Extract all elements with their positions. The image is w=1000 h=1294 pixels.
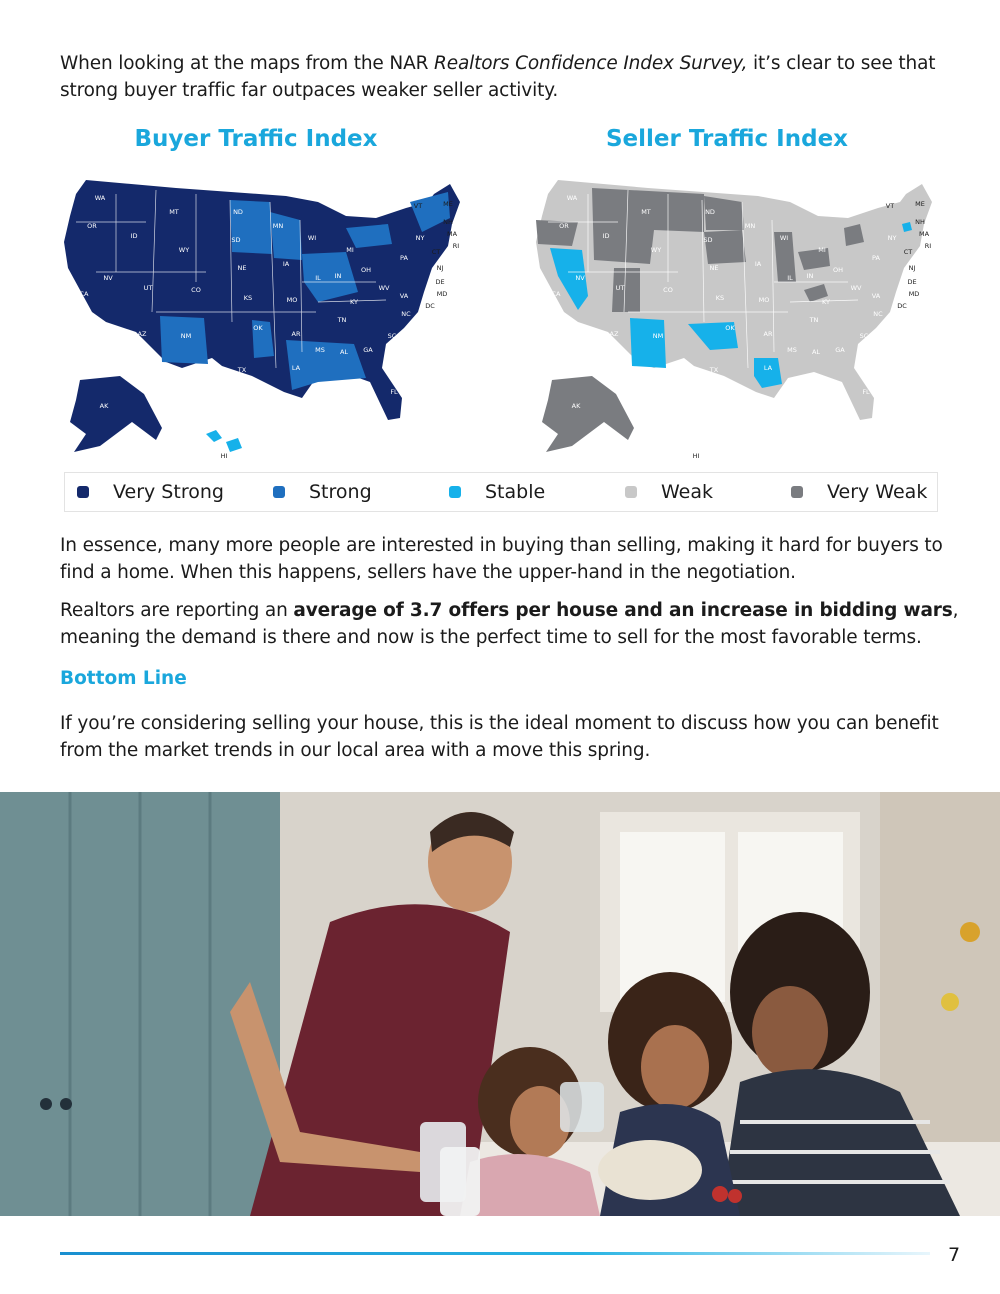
- state-label-ut: UT: [615, 284, 625, 292]
- state-label-nh: NH: [443, 218, 453, 226]
- state-label-ia: IA: [282, 260, 290, 268]
- legend-item-weak: [625, 473, 713, 511]
- state-label-fl: FL: [390, 388, 398, 396]
- state-label-ne: NE: [709, 264, 719, 272]
- state-label-ri: RI: [452, 242, 460, 250]
- state-label-hi: HI: [220, 452, 228, 460]
- state-label-il: IL: [315, 274, 321, 282]
- intro-paragraph: [60, 50, 960, 104]
- state-label-de: DE: [907, 278, 917, 286]
- state-label-nc: NC: [873, 310, 883, 318]
- state-label-nv: NV: [575, 274, 585, 282]
- state-label-sc: SC: [387, 332, 397, 340]
- state-label-nj: NJ: [908, 264, 916, 272]
- state-label-va: VA: [399, 292, 409, 300]
- state-label-vt: VT: [885, 202, 895, 210]
- state-label-ky: KY: [349, 298, 359, 306]
- legend-label: Stable: [485, 481, 546, 503]
- state-label-mn: MN: [272, 222, 284, 230]
- legend-label: Weak: [661, 481, 714, 503]
- state-label-ny: NY: [415, 234, 425, 242]
- state-label-wa: WA: [566, 194, 578, 202]
- state-label-wi: WI: [307, 234, 317, 242]
- state-label-az: AZ: [137, 330, 147, 338]
- state-label-ga: GA: [363, 346, 373, 354]
- state-label-md: MD: [436, 290, 448, 298]
- state-label-nj: NJ: [436, 264, 444, 272]
- state-label-ia: IA: [754, 260, 762, 268]
- state-label-ak: AK: [99, 402, 109, 410]
- state-label-me: ME: [443, 200, 453, 208]
- state-label-az: AZ: [609, 330, 619, 338]
- essence-paragraph: In essence, many more people are interested in buying than selling, making it hard for buyers to find a home. When this happens, sellers have the upper-hand in the negotiation.: [60, 535, 943, 583]
- state-label-nm: NM: [180, 332, 192, 340]
- state-label-id: ID: [130, 232, 138, 240]
- offers-text-pre: Realtors are reporting an: [60, 600, 294, 621]
- state-label-tn: TN: [337, 316, 347, 324]
- state-label-hi: HI: [692, 452, 700, 460]
- state-label-ky: KY: [821, 298, 831, 306]
- legend-item-stable: [449, 473, 545, 511]
- state-label-nv: NV: [103, 274, 113, 282]
- state-label-al: AL: [811, 348, 821, 356]
- state-label-wi: WI: [779, 234, 789, 242]
- seller-map-title: Seller Traffic Index: [605, 126, 849, 152]
- legend-swatch-strong: [273, 486, 285, 498]
- state-label-tx: TX: [709, 366, 719, 374]
- state-label-ca: CA: [79, 290, 89, 298]
- state-label-tx: TX: [237, 366, 247, 374]
- state-label-fl: FL: [862, 388, 870, 396]
- state-label-ok: OK: [253, 324, 263, 332]
- state-label-pa: PA: [872, 254, 880, 262]
- state-label-nd: ND: [705, 208, 715, 216]
- intro-text-pre: When looking at the maps from the NAR: [60, 53, 435, 74]
- legend-label: Very Weak: [827, 481, 928, 503]
- buyer-map-title: Buyer Traffic Index: [134, 126, 378, 152]
- stable-hawaii: [206, 430, 242, 452]
- state-label-id: ID: [602, 232, 610, 240]
- state-label-ak: AK: [571, 402, 581, 410]
- state-label-ms: MS: [315, 346, 325, 354]
- family-kitchen-photo: [0, 792, 1000, 1216]
- state-label-ma: MA: [918, 230, 930, 238]
- intro-survey-name: Realtors Confidence Index Survey,: [434, 53, 748, 74]
- offers-text-post: , meaning the demand is there and now is the perfect time to sell for the most favorable terms.: [60, 600, 959, 648]
- state-label-tn: TN: [809, 316, 819, 324]
- state-label-sc: SC: [859, 332, 869, 340]
- bottom-line-paragraph: If you’re considering selling your house, this is the ideal moment to discuss how you can benefit from the market trends in our local area with a move this spring.: [60, 713, 939, 761]
- state-label-ri: RI: [924, 242, 932, 250]
- state-label-vt: VT: [413, 202, 423, 210]
- alaska-shape: [70, 376, 162, 452]
- state-label-wy: WY: [178, 246, 190, 254]
- state-label-wa: WA: [94, 194, 106, 202]
- map-legend: [64, 472, 938, 512]
- state-label-nd: ND: [233, 208, 243, 216]
- state-label-mt: MT: [641, 208, 651, 216]
- state-label-ar: AR: [291, 330, 301, 338]
- offers-highlight: average of 3.7 offers per house and an increase in bidding wars: [293, 600, 953, 621]
- state-label-wv: WV: [850, 284, 862, 292]
- state-label-or: OR: [87, 222, 97, 230]
- state-label-ne: NE: [237, 264, 247, 272]
- state-label-la: LA: [763, 364, 773, 372]
- state-label-pa: PA: [400, 254, 408, 262]
- state-label-oh: OH: [360, 266, 372, 274]
- state-label-sd: SD: [703, 236, 713, 244]
- state-label-mi: MI: [818, 246, 826, 254]
- bottom-line-heading: Bottom Line: [60, 668, 187, 689]
- legend-label: Very Strong: [113, 481, 224, 503]
- state-label-de: DE: [435, 278, 445, 286]
- state-label-nh: NH: [915, 218, 925, 226]
- state-label-oh: OH: [832, 266, 844, 274]
- footer-rule: [60, 1252, 930, 1255]
- intro-text-post: it’s clear to see that strong buyer traffic far outpaces weaker seller activity.: [60, 53, 936, 101]
- legend-item-strong: [273, 473, 372, 511]
- state-label-sd: SD: [231, 236, 241, 244]
- state-label-in: IN: [334, 272, 342, 280]
- state-label-co: CO: [191, 286, 201, 294]
- legend-label: Strong: [309, 481, 372, 503]
- state-label-ga: GA: [835, 346, 845, 354]
- state-label-il: IL: [787, 274, 793, 282]
- state-label-in: IN: [806, 272, 814, 280]
- legend-swatch-very-weak: [791, 486, 803, 498]
- state-label-nc: NC: [401, 310, 411, 318]
- state-label-nm: NM: [652, 332, 664, 340]
- state-label-mo: MO: [758, 296, 770, 304]
- state-label-ct: CT: [431, 248, 441, 256]
- state-label-co: CO: [663, 286, 673, 294]
- legend-swatch-weak: [625, 486, 637, 498]
- state-label-dc: DC: [425, 302, 435, 310]
- legend-swatch-very-strong: [77, 486, 89, 498]
- state-label-ks: KS: [243, 294, 253, 302]
- page-number: 7: [948, 1244, 961, 1266]
- state-label-wy: WY: [650, 246, 662, 254]
- state-label-ca: CA: [551, 290, 561, 298]
- state-label-wv: WV: [378, 284, 390, 292]
- state-label-me: ME: [915, 200, 925, 208]
- seller-traffic-map: [528, 172, 948, 472]
- legend-item-very-strong: [77, 473, 224, 511]
- state-label-ms: MS: [787, 346, 797, 354]
- state-label-ny: NY: [887, 234, 897, 242]
- state-label-ct: CT: [903, 248, 913, 256]
- state-label-ok: OK: [725, 324, 735, 332]
- state-label-al: AL: [339, 348, 349, 356]
- legend-swatch-stable: [449, 486, 461, 498]
- state-label-mo: MO: [286, 296, 298, 304]
- state-label-dc: DC: [897, 302, 907, 310]
- state-label-mn: MN: [744, 222, 756, 230]
- state-label-va: VA: [871, 292, 881, 300]
- legend-item-very-weak: [791, 473, 927, 511]
- state-label-ks: KS: [715, 294, 725, 302]
- offers-paragraph: [60, 597, 960, 651]
- state-label-la: LA: [291, 364, 301, 372]
- state-label-mi: MI: [346, 246, 354, 254]
- state-label-or: OR: [559, 222, 569, 230]
- buyer-traffic-map: [56, 172, 476, 472]
- state-label-ar: AR: [763, 330, 773, 338]
- state-label-ma: MA: [446, 230, 458, 238]
- state-label-md: MD: [908, 290, 920, 298]
- state-label-ut: UT: [143, 284, 153, 292]
- state-label-mt: MT: [169, 208, 179, 216]
